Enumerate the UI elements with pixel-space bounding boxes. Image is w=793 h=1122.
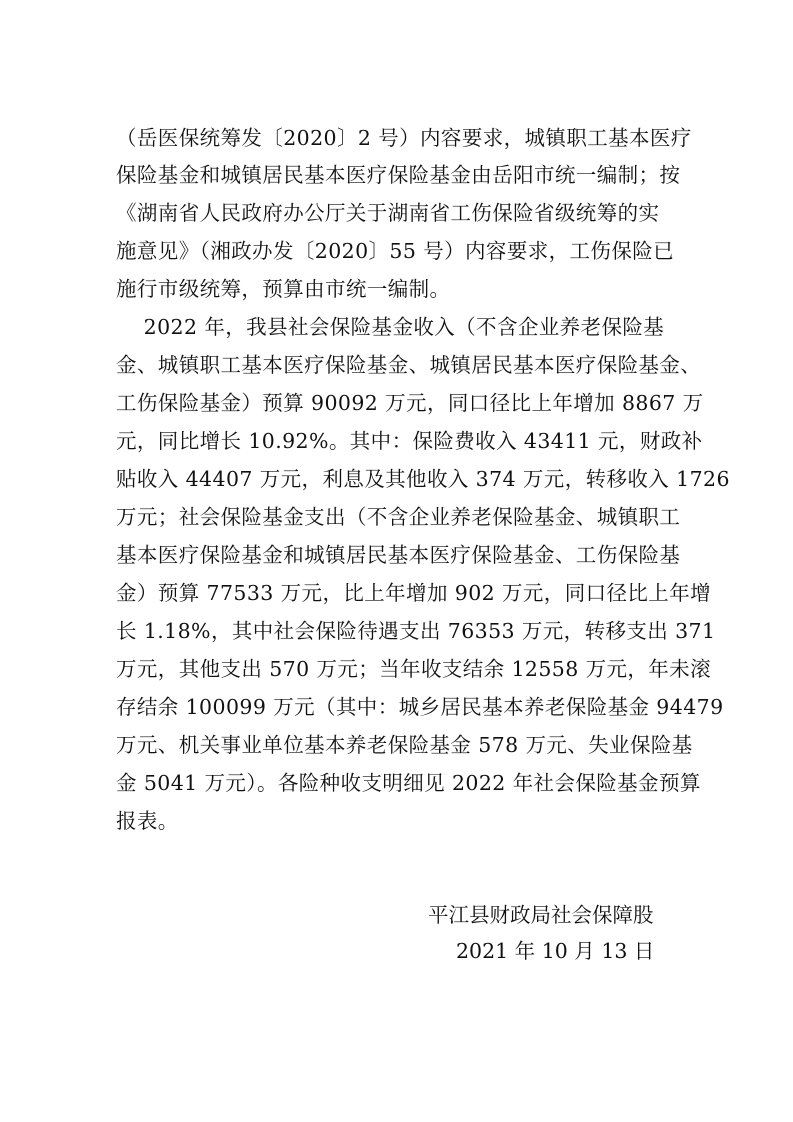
paragraph-2-line: 万元，其他支出 570 万元；当年收支结余 12558 万元，年未滚 <box>116 657 712 681</box>
paragraph-2-line: 金）预算 77533 万元，比上年增加 902 万元，同口径比上年增 <box>116 581 712 605</box>
paragraph-2-line: 万元；社会保险基金支出（不含企业养老保险基金、城镇职工 <box>116 505 681 529</box>
paragraph-2-line: 工伤保险基金）预算 90092 万元，同口径比上年增加 8867 万 <box>116 391 704 415</box>
paragraph-1-line: 保险基金和城镇居民基本医疗保险基金由岳阳市统一编制；按 <box>116 163 681 187</box>
paragraph-1-line: 施行市级统筹，预算由市统一编制。 <box>116 277 451 301</box>
paragraph-2-line: 长 1.18%，其中社会保险待遇支出 76353 万元，转移支出 371 <box>116 619 716 643</box>
paragraph-1-line: 《湖南省人民政府办公厅关于湖南省工伤保险省级统筹的实 <box>116 201 660 225</box>
paragraph-2-line: 报表。 <box>116 809 179 833</box>
paragraph-2-line: 金 5041 万元）。各险种收支明细见 2022 年社会保险基金预算 <box>116 771 701 795</box>
paragraph-2-line: 万元、机关事业单位基本养老保险基金 578 万元、失业保险基 <box>116 733 693 757</box>
paragraph-2-line: 贴收入 44407 万元，利息及其他收入 374 万元，转移收入 1726 <box>116 467 730 491</box>
signature-date: 2021 年 10 月 13 日 <box>456 939 655 963</box>
paragraph-2-line: 基本医疗保险基金和城镇居民基本医疗保险基金、工伤保险基 <box>116 543 681 567</box>
paragraph-1-line: 施意见》（湘政办发〔2020〕55 号）内容要求，工伤保险已 <box>116 239 675 263</box>
paragraph-2-line: 存结余 100099 万元（其中：城乡居民基本养老保险基金 94479 <box>116 695 724 719</box>
signature-department: 平江县财政局社会保障股 <box>428 903 654 927</box>
paragraph-2-line: 金、城镇职工基本医疗保险基金、城镇居民基本医疗保险基金、 <box>116 353 702 377</box>
paragraph-2-line: 2022 年，我县社会保险基金收入（不含企业养老保险基 <box>116 315 665 339</box>
paragraph-2-line: 元，同比增长 10.92%。其中：保险费收入 43411 元，财政补 <box>116 429 703 453</box>
paragraph-1-line: （岳医保统筹发〔2020〕2 号）内容要求，城镇职工基本医疗 <box>116 126 692 150</box>
